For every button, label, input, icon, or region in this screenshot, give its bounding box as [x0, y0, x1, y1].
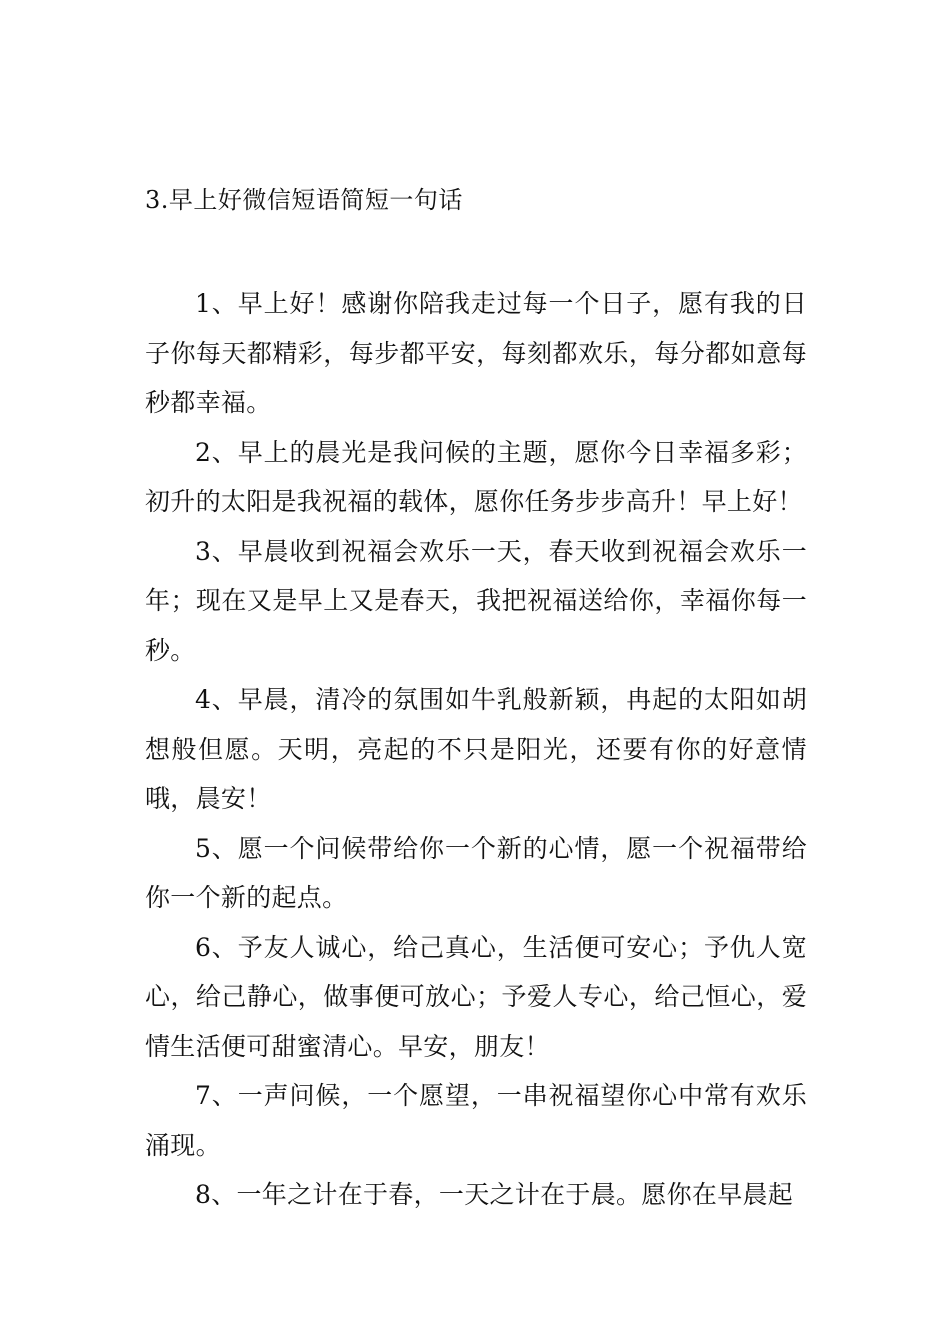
section-heading: 3.早上好微信短语简短一句话 — [145, 186, 463, 214]
paragraph: 2、早上的晨光是我问候的主题，愿你今日幸福多彩；初升的太阳是我祝福的载体，愿你任务步步高升！早上好！ — [145, 437, 807, 516]
paragraph: 5、愿一个问候带给你一个新的心情，愿一个祝福带给你一个新的起点。 — [145, 833, 807, 912]
paragraph: 7、一声问候，一个愿望，一串祝福望你心中常有欢乐涌现。 — [145, 1081, 807, 1160]
paragraph: 6、予友人诚心，给己真心，生活便可安心；予仇人宽心，给己静心，做事便可放心；予爱人专心，给己恒心，爱情生活便可甜蜜清心。早安，朋友！ — [145, 932, 807, 1061]
document-body — [145, 279, 807, 1220]
paragraph: 4、早晨，清冷的氛围如牛乳般新颖，冉起的太阳如胡想般但愿。天明，亮起的不只是阳光，还要有你的好意情哦，晨安！ — [145, 685, 807, 813]
paragraph: 8、一年之计在于春，一天之计在于晨。愿你在早晨起 — [195, 1180, 794, 1209]
paragraph: 3、早晨收到祝福会欢乐一天，春天收到祝福会欢乐一年；现在又是早上又是春天，我把祝福送给你，幸福你每一秒。 — [145, 536, 807, 665]
paragraph: 1、早上好！感谢你陪我走过每一个日子，愿有我的日子你每天都精彩，每步都平安，每刻都欢乐，每分都如意每秒都幸福。 — [145, 289, 807, 417]
